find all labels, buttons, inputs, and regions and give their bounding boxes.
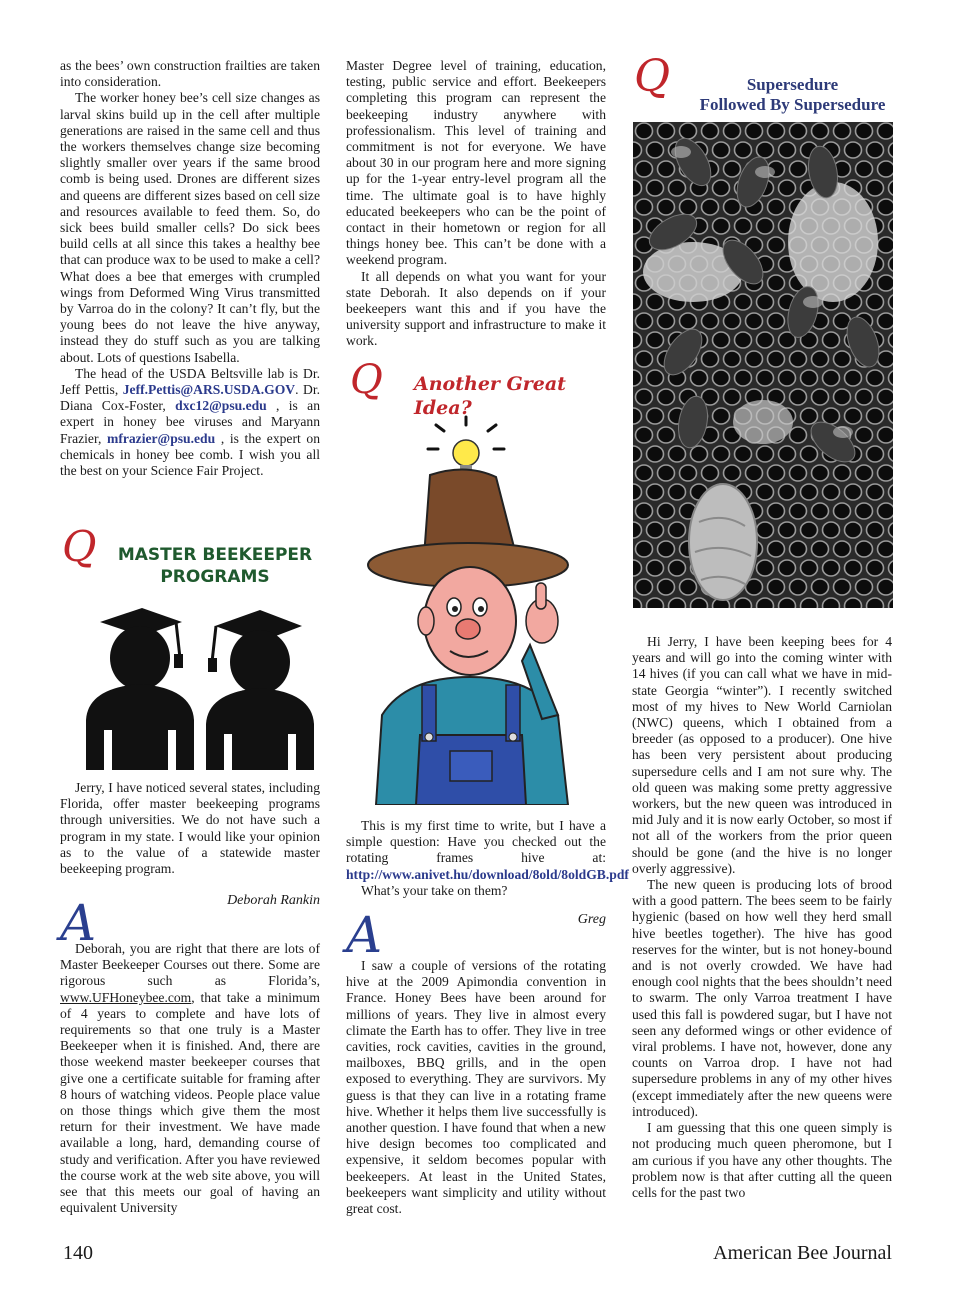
paragraph: Deborah, you are right that there are lots of Master Beekeeper Courses out there. Some are rigorous such as Florida’s, www.UFHoneybee.com, that take a minimum of 4 years to complete and have lots of requirements so that one truly is a Master Beekeeper when it is finished. And, there are those weekend master beekeeper courses that give one a certificate suitable for framing after 8 hours of watching videos. People place value on those things which give them the most return for their investment. We have made available a long, hard, demanding course of study and verification. After you have reviewed the course work at the web site above, you will see that this meets our goal of having an equivalent University bbox=[60, 941, 320, 1216]
graduates-illustration bbox=[70, 600, 340, 770]
url-link[interactable]: http://www.anivet.hu/download/8old/8oldGB.pdf bbox=[346, 866, 629, 882]
paragraph: as the bees’ own construction frailties are taken into consideration. bbox=[60, 58, 320, 90]
paragraph: I saw a couple of versions of the rotating hive at the 2009 Apimondia convention in France. Honey Bees have been around for millions of years. They live in almost every climate the Earth has to offer. They live in tree cavities, rock cavities, cavities in the ground, mailboxes, BBQ grills, and in the open exposed to everything. They are survivors. My guess is that they can live in a rotating frame hive. Whether it helps them live successfully is another question. I have found that when a new hive design becomes too complicated and expensive, it seldom becomes popular with beekeepers. At least in the United States, beekeepers want simplicity and utility without great cost. bbox=[346, 958, 606, 1217]
paragraph-contacts: The head of the USDA Beltsville lab is Dr. Jeff Pettis, Jeff.Pettis@ARS.USDA.GOV. Dr. Diana Cox-Foster, dxc12@psu.edu , is an expert in honey bee viruses and Maryann Frazier, mfrazier@psu.edu , is the expert on chemicals in honey bee comb. I wish you all the best on your Science Fair Project. bbox=[60, 365, 321, 479]
section-title: Supersedure Followed By Supersedure bbox=[699, 75, 886, 114]
email-link[interactable]: dxc12@psu.edu bbox=[175, 398, 267, 414]
email-link[interactable]: mfrazier@psu.edu bbox=[107, 430, 216, 446]
paragraph: It all depends on what you want for your state Deborah. It also depends on if your beekeepers want this and if you have the university support and infrastructure to make it work. bbox=[346, 268, 606, 349]
paragraph: The new queen is producing lots of brood with a good pattern. The bees seem to be fairly hygienic (based on how well they herd small hive beetles together). The hive has good reserves for the winter, but is not honey-bound and is not overly crowded. We have had enough cool nights that the bees shouldn’t need to swarm. The only Varroa treatment I have used this fall is powdered sugar, but I have not seen any deformed wings or other evidence of viral problems. I have not, however, done any counts on Varroa drop. I have not had supersedure problems in any of my other hives (except immediately after the new queens were introduced). bbox=[632, 877, 892, 1119]
farmer-idea-illustration bbox=[346, 415, 608, 805]
paragraph: Jerry, I have noticed several states, including Florida, offer master beekeeping programs through universities. We do not have such a program in my state. I would like your opinion as to the value of a statewide master beekeeping program. bbox=[60, 780, 320, 877]
column-3-letter bbox=[632, 634, 892, 1201]
email-link[interactable]: Jeff.Pettis@ARS.USDA.GOV bbox=[122, 382, 296, 398]
a-mark: A bbox=[346, 906, 383, 964]
paragraph: This is my first time to write, but I have a simple question: Have you checked out the rotating frames hive at: http://www.anivet.hu/download/8old/8oldGB.pdf bbox=[346, 818, 629, 882]
signature: Deborah Rankin bbox=[227, 893, 320, 908]
answer-deborah bbox=[60, 941, 320, 1216]
question-deborah bbox=[60, 780, 320, 877]
bees-comb-photo bbox=[633, 122, 893, 608]
journal-name: American Bee Journal bbox=[713, 1242, 892, 1264]
section-heading: Another Great Idea? bbox=[414, 373, 566, 419]
paragraph: What’s your take on them? bbox=[361, 882, 508, 898]
answer-greg bbox=[346, 958, 606, 1217]
column-1-top bbox=[60, 58, 320, 479]
page-number: 140 bbox=[63, 1242, 93, 1264]
section-heading: MASTER BEEKEEPER PROGRAMS bbox=[117, 545, 313, 587]
column-2-top bbox=[346, 58, 606, 350]
q-mark: Q bbox=[62, 522, 97, 571]
paragraph: I am guessing that this one queen simply is not producing much queen pheromone, but I am curious if you have any other thoughts. The problem now is that after cutting all the queen cells for the past two bbox=[632, 1120, 892, 1200]
signature: Greg bbox=[577, 912, 606, 927]
question-greg bbox=[346, 818, 629, 899]
paragraph: Hi Jerry, I have been keeping bees for 4 years and will go into the coming winter with 14 hives (if you can call what we have in mid-state Georgia “winter”). I recently switched most of my hives to New World Carniolan (NWC) queens, which I obtained from a breeder (as opposed to a producer). One hive has been very persistent about producing supersedure cells and I am not sure why. The old queen was making some pretty aggressive workers, but the new queen was introduced in mid July and it is now early October, so most if not all of the workers from the prior queen should be gone (and the hive is no longer overly aggressive). bbox=[632, 634, 892, 876]
q-mark: Q bbox=[634, 51, 671, 102]
paragraph: The worker honey bee’s cell size changes as larval skins build up in the cell after multiple generations are raised in the same cell and thus the workers themselves change size becoming slightly smaller over years if the same brood comb is being used. Drones are different sizes and queens are different sizes based on cell size and resources available to feed them. So, do sick bees build smaller cells? Do sick bees build cells at all since this takes a healthy bee that can produce wax to be used to make a cell? What does a bee that emerges with crumpled wings from Deformed Wing Virus transmitted by Varroa do in the colony? It can’t fly, but the young bees do not leave the hive anyway, instead they do stuff such as you are talking about. Lots of questions Isabella. bbox=[60, 90, 320, 365]
paragraph: Master Degree level of training, education, testing, public service and effort. Beekeepers completing this program can represent the beekeeping industry anywhere with professionalism. This level of training and commitment is not for everyone. We have about 30 in our program here and more signing up for the 1-year entry-level program all the time. The ultimate goal is to have highly educated beekeepers who can be the point of contact in their hometown or region for all things honey bee. This can’t be done with a weekend program. bbox=[346, 58, 606, 268]
q-mark: Q bbox=[350, 357, 383, 403]
a-mark: A bbox=[60, 894, 97, 952]
url-link[interactable]: www.UFHoneybee.com bbox=[60, 989, 192, 1005]
